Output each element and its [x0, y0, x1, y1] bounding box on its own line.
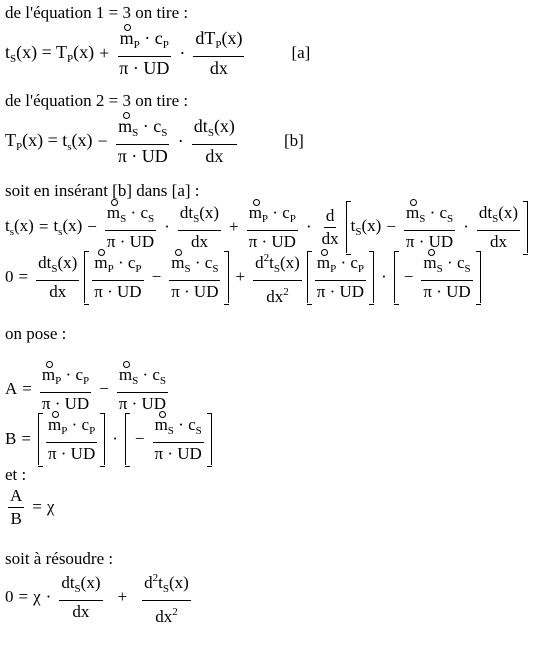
- eq-b-tag: [b]: [283, 131, 304, 150]
- equation-a: $t_S(x) = T_P(x)$ + $\frac{m_P \cdot c_P}{\pi \cdot UD}$ · $\frac{dT_P(x)}{dx}$ [a]: [5, 28, 311, 78]
- eq-b-lhs: $T_P(x) = t_s(x)$: [5, 129, 93, 153]
- definition-B: B = $\frac{m_P \cdot c_P}{\pi \cdot UD}$ · − $\frac{m_S \cdot c_S}{\pi \cdot UD}$: [5, 408, 214, 470]
- equation-final: 0 = χ · $\frac{dt_S(x)}{dx}$ + $\frac{d^2t_S(x)}{dx^2}$: [5, 566, 194, 628]
- eq-a-lhs: $t_S(x) = T_P(x)$: [5, 41, 95, 65]
- definition-A: A = $\frac{m_P \cdot c_P}{\pi \cdot UD}$ − $\frac{m_S \cdot c_S}{\pi \cdot UD}$: [5, 364, 167, 413]
- text-intro-3: soit en insérant [b] dans [a] :: [5, 181, 200, 200]
- text-intro-1: de l'équation 1 = 3 on tire :: [5, 3, 189, 22]
- definition-chi: $\frac{A}{B}$ = χ: [10, 485, 55, 528]
- text-intro-6: soit à résoudre :: [5, 549, 114, 568]
- text-intro-5: et :: [5, 465, 27, 484]
- equation-substitution: $t_s(x)$ = $t_s(x)$ − $\frac{m_S \cdot c_S}{\pi \cdot UD}$ · $\frac{dt_S(x)}{dx}$ + $\frac{m_P \cdot c_P}{\pi \cdot UD}$ · $\frac{d}{dx}$ $t_S(x)$ − $\frac{m_S \cdot c_S}{\pi \cdot UD}$ · $\frac{dt_S(x)}{dx}$: [5, 196, 530, 258]
- equation-b: $T_P(x) = t_s(x)$ − $\frac{m_S \cdot c_S}{\pi \cdot UD}$ · $\frac{dt_S(x)}{dx}$ [b]: [5, 116, 304, 166]
- text-intro-4: on pose :: [5, 324, 67, 343]
- eq-b-fraction-mass: $\frac{m_S \cdot c_S}{\pi \cdot UD}$: [117, 116, 168, 166]
- equation-zero-form: 0 = $\frac{dt_S(x)}{dx}$ $\frac{m_P \cdot c_P}{\pi \cdot UD}$ − $\frac{m_S \cdot c_S}{\pi \cdot UD}$ + $\frac{d^2t_S(x)}{dx^2}$ $\frac{m_P \cdot c_P}{\pi \cdot UD}$ · − $\frac{m_S \cdot c_S}{\pi \cdot UD}$: [5, 246, 483, 308]
- eq-a-fraction-mass: $\frac{m_P \cdot c_P}{\pi \cdot UD}$: [119, 28, 170, 78]
- eq-a-tag: [a]: [291, 43, 311, 62]
- text-intro-2: de l'équation 2 = 3 on tire :: [5, 91, 189, 110]
- eq-a-fraction-derivative: $\frac{dT_P(x)}{dx}$: [195, 28, 243, 78]
- eq-b-fraction-derivative: $\frac{dt_S(x)}{dx}$: [193, 116, 235, 166]
